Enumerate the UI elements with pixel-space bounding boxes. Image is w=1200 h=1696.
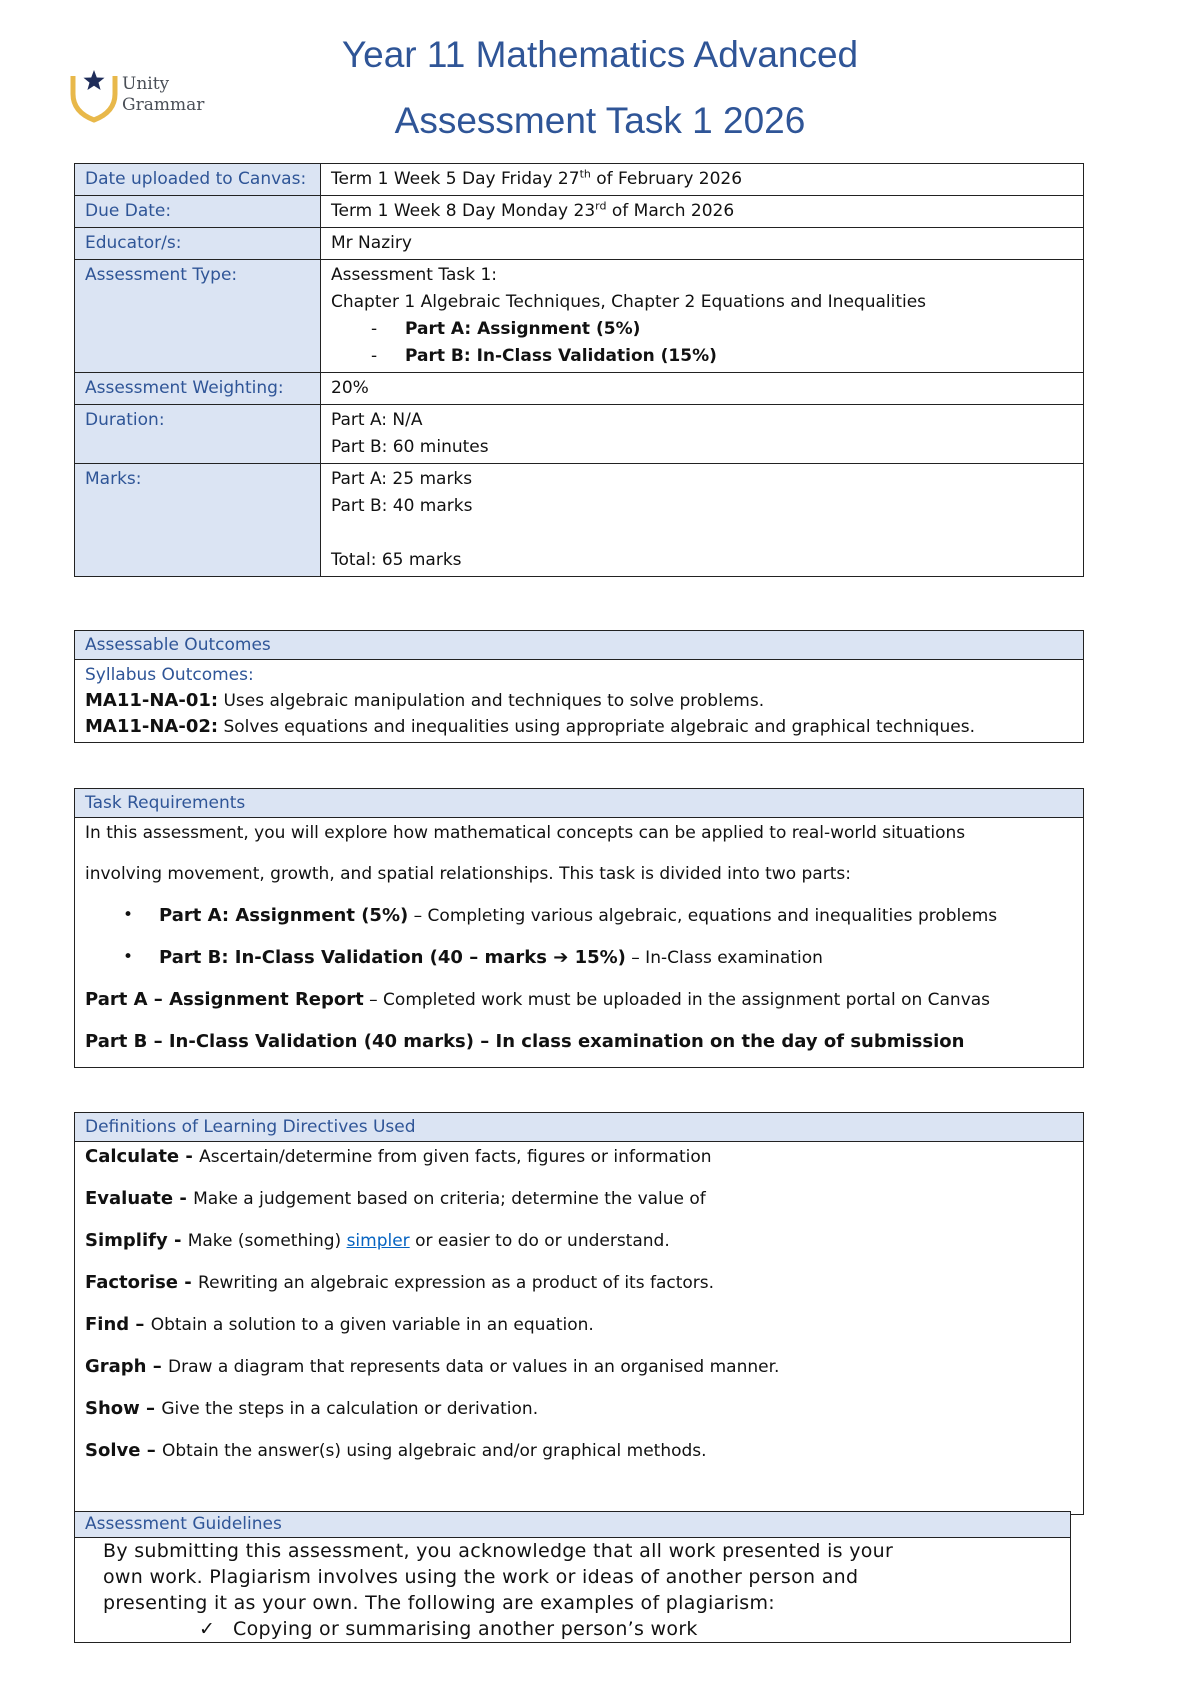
definition-item: Show – Give the steps in a calculation or derivation. — [85, 1398, 539, 1419]
guidelines-header: Assessment Guidelines — [75, 1512, 1070, 1538]
details-table — [74, 163, 1084, 577]
definition-item: Evaluate - Make a judgement based on criteria; determine the value of — [85, 1188, 706, 1209]
definition-item: Calculate - Ascertain/determine from given facts, figures or information — [85, 1146, 712, 1167]
definitions-header: Definitions of Learning Directives Used — [75, 1113, 1083, 1142]
guidelines-line-3: presenting it as your own. The following are examples of plagiarism: — [103, 1592, 775, 1614]
check-icon: ✓ — [199, 1618, 216, 1640]
requirements-intro-1: In this assessment, you will explore how mathematical concepts can be applied to real-world situations — [85, 823, 966, 843]
row-marks — [75, 464, 1084, 577]
row-weighting — [75, 373, 1084, 405]
simpler-link[interactable]: simpler — [346, 1231, 410, 1251]
page-subtitle: Assessment Task 1 2026 — [394, 100, 806, 141]
definition-item: Simplify - Make (something) simpler or easier to do or understand. — [85, 1230, 670, 1251]
date-uploaded-value: Term 1 Week 5 Day Friday 27th of February 2026 — [321, 164, 1084, 196]
definition-item: Graph – Draw a diagram that represents data or values in an organised manner. — [85, 1356, 780, 1377]
marks-value: Part A: 25 marks Part B: 40 marks Total: 65 marks — [321, 464, 1084, 577]
due-date-value: Term 1 Week 8 Day Monday 23rd of March 2026 — [321, 196, 1084, 228]
duration-value: Part A: N/A Part B: 60 minutes — [321, 405, 1084, 464]
shield-star-icon — [70, 68, 118, 124]
syllabus-outcomes-label: Syllabus Outcomes: — [85, 665, 254, 685]
duration-label: Duration: — [75, 405, 321, 464]
definition-item: Solve – Obtain the answer(s) using algebraic and/or graphical methods. — [85, 1440, 707, 1461]
logo-line2: Grammar — [122, 95, 205, 115]
guidelines-section — [74, 1511, 1071, 1643]
row-educator — [75, 228, 1084, 260]
row-due-date — [75, 196, 1084, 228]
requirement-bullet-a: • Part A: Assignment (5%) – Completing various algebraic, equations and inequalities problems — [123, 905, 998, 926]
requirements-section — [74, 788, 1084, 1068]
educator-value: Mr Naziry — [321, 228, 1084, 260]
requirement-bullet-b: • Part B: In-Class Validation (40 – marks ➔ 15%) – In-Class examination — [123, 947, 823, 968]
date-uploaded-label: Date uploaded to Canvas: — [75, 164, 321, 196]
due-date-label: Due Date: — [75, 196, 321, 228]
guidelines-line-2: own work. Plagiarism involves using the work or ideas of another person and — [103, 1566, 859, 1588]
weighting-label: Assessment Weighting: — [75, 373, 321, 405]
type-part-a: - Part A: Assignment (5%) — [371, 319, 641, 339]
outcome-2: MA11-NA-02: Solves equations and inequalities using appropriate algebraic and graphical techniques. — [85, 716, 975, 737]
outcomes-section — [74, 630, 1084, 743]
type-part-b: - Part B: In-Class Validation (15%) — [371, 346, 717, 366]
educator-label: Educator/s: — [75, 228, 321, 260]
requirements-header: Task Requirements — [75, 789, 1083, 818]
logo-line1: Unity — [122, 74, 170, 94]
part-a-note: Part A – Assignment Report – Completed work must be uploaded in the assignment portal on Canvas — [85, 989, 991, 1010]
guidelines-line-1: By submitting this assessment, you acknowledge that all work presented is your — [103, 1540, 894, 1562]
definition-item: Find – Obtain a solution to a given variable in an equation. — [85, 1314, 594, 1335]
definition-item: Factorise - Rewriting an algebraic expression as a product of its factors. — [85, 1272, 715, 1293]
page-title: Year 11 Mathematics Advanced — [341, 34, 859, 75]
outcomes-header: Assessable Outcomes — [75, 631, 1083, 660]
assessment-type-value: Assessment Task 1: Chapter 1 Algebraic Techniques, Chapter 2 Equations and Inequalities - Part A: Assignment (5%) - Part B: In-Class Validation (15%) — [321, 260, 1084, 373]
plagiarism-example: ✓ Copying or summarising another person’s work — [199, 1618, 698, 1640]
marks-label: Marks: — [75, 464, 321, 577]
row-assessment-type — [75, 260, 1084, 373]
row-date-uploaded — [75, 164, 1084, 196]
outcome-1: MA11-NA-01: Uses algebraic manipulation and techniques to solve problems. — [85, 690, 765, 711]
definitions-section — [74, 1112, 1084, 1515]
weighting-value: 20% — [321, 373, 1084, 405]
requirements-intro-2: involving movement, growth, and spatial relationships. This task is divided into two parts: — [85, 864, 851, 884]
row-duration — [75, 405, 1084, 464]
school-logo — [70, 68, 230, 124]
assessment-type-label: Assessment Type: — [75, 260, 321, 373]
part-b-note: Part B – In-Class Validation (40 marks) – In class examination on the day of submission — [85, 1031, 965, 1052]
